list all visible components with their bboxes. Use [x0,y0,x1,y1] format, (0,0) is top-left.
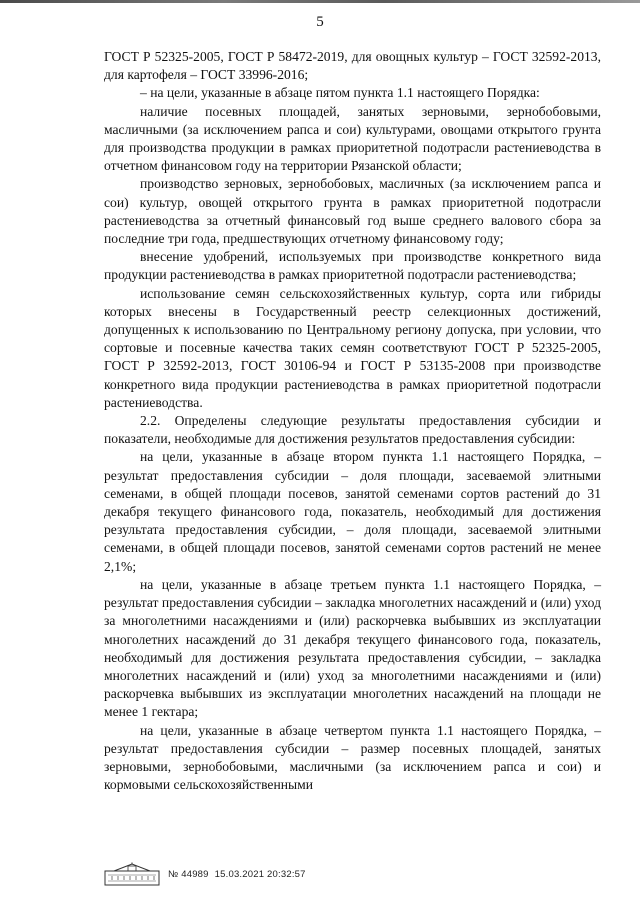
paragraph: использование семян сельскохозяйственных культур, сорта или гибриды которых внесены в Государственный реестр селекционных достижений, допущенных к использованию по Центральному региону допуска, при условии, что сортовые и посевные качества таких семян соответствуют ГОСТ Р 52325-2005, ГОСТ Р 32592-2013, ГОСТ 30106-94 и ГОСТ Р 53135-2008 при производстве конкретного вида продукции растениеводства в рамках приоритетной подотрасли растениеводства. [104,285,601,410]
paragraph: производство зерновых, зернобобовых, масличных (за исключением рапса и сои) культур, овощей открытого грунта в рамках приоритетной подотрасли растениеводства за отчетный финансовый год выше среднего валового сбора за последние три года, предшествующих отчетному финансовому году; [104,176,601,247]
page-number: 5 [316,14,324,30]
stamp-icon [104,862,160,886]
document-body [104,48,601,794]
timestamp: 15.03.2021 20:32:57 [214,868,306,880]
paragraph: на цели, указанные в абзаце третьем пункта 1.1 настоящего Порядка, – результат предоставления субсидии – закладка многолетних насаждений и (или) уход за многолетними насаждениями и (или) раскорчевка выбывших из эксплуатации многолетних насаждений до 31 декабря текущего финансового года, показатель, необходимый для достижения результата предоставления субсидии, – закладка многолетних насаждений и (или) уход за многолетними насаждениями и (или) раскорчевка выбывших из эксплуатации многолетних насаждений на площади не менее 1 гектара; [104,576,601,720]
paragraph: на цели, указанные в абзаце четвертом пункта 1.1 настоящего Порядка, – результат предоставления субсидии – размер посевных площадей, занятых зерновыми, зернобобовыми, масличными (за исключением рапса и сои) и кормовыми сельскохозяйственными [104,722,601,793]
paragraph: внесение удобрений, используемых при производстве конкретного вида продукции растениеводства в рамках приоритетной подотрасли растениеводства; [104,249,601,283]
paragraph: – на цели, указанные в абзаце пятом пункта 1.1 настоящего Порядка: [140,85,540,101]
scan-edge [0,0,640,3]
document-id: № 44989 [168,868,209,880]
paragraph: ГОСТ Р 52325-2005, ГОСТ Р 58472-2019, для овощных культур – ГОСТ 32592-2013, для картофеля – ГОСТ 33996-2016; [104,49,601,83]
paragraph: наличие посевных площадей, занятых зерновыми, зернобобовыми, масличными (за исключением рапса и сои) культурами, овощами открытого грунта для производства продукции в рамках приоритетной подотрасли растениеводства в отчетном финансовом году на территории Рязанской области; [104,103,601,174]
paragraph: 2.2. Определены следующие результаты предоставления субсидии и показатели, необходимые для достижения результатов предоставления субсидии: [104,413,601,447]
paragraph: на цели, указанные в абзаце втором пункта 1.1 настоящего Порядка, – результат предоставления субсидии – доля площади, засеваемой элитными семенами, в общей площади посевов, занятой семенами сортов растений до 31 декабря текущего финансового года, показатель, необходимый для достижения результата предоставления субсидии, – доля площади, засеваемой элитными семенами, в общей площади посевов, занятой семенами сортов растений не менее 2,1%; [104,449,601,574]
footer [104,862,306,886]
